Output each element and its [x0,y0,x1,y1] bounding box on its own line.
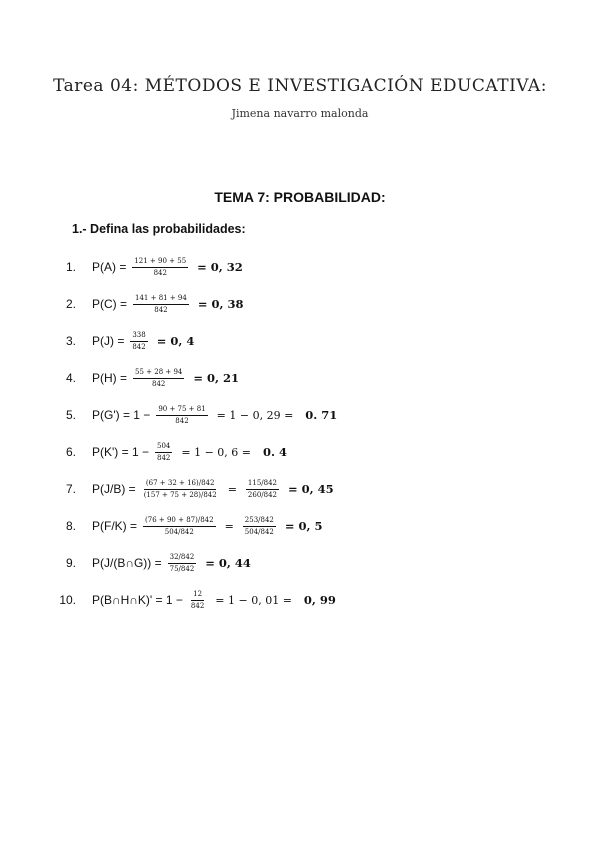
denominator: 842 [153,268,167,277]
expression-label: P(C) = [92,297,128,311]
intermediate-step: = 1 − 0, 29 = [216,408,294,422]
numerator: 90 + 75 + 81 [156,405,207,416]
fraction [155,442,172,463]
item-number: 8. [65,519,76,533]
item-number: 4. [65,371,76,385]
denominator: 842 [190,601,205,610]
list-item [0,474,334,504]
denominator: 842 [132,342,146,351]
result: 0, 99 [303,593,336,607]
numerator: 253/842 [243,516,276,527]
denominator: 75/842 [169,564,195,573]
item-number: 6. [65,445,76,459]
numerator: 338 [130,331,147,342]
intermediate-step: = [227,482,237,496]
numerator: 141 + 81 + 94 [133,294,189,305]
question-heading: 1.- Defina las probabilidades: [72,222,246,236]
list-item [0,511,323,541]
expression-label: P(J/B) = [92,482,136,496]
intermediate-step: = 1 − 0, 6 = [181,445,251,459]
section-heading: TEMA 7: PROBABILIDAD: [214,189,386,205]
expression-label: P(J) = [92,334,125,348]
result: = 0, 21 [193,371,240,385]
expression-label: P(F/K) = [92,519,138,533]
item-number: 2. [65,297,76,311]
numerator: 504 [155,442,172,453]
item-number: 10. [59,593,76,607]
author-name: Jimena navarro malonda [231,107,369,120]
result: = 0, 32 [197,260,243,274]
item-number: 1. [65,260,76,274]
fraction [189,590,206,611]
item-number: 7. [65,482,76,496]
list-item [0,363,239,393]
intermediate-step: = 1 − 0, 01 = [215,593,292,607]
item-number: 9. [65,556,76,570]
expression-label: P(H) = [92,371,128,385]
fraction-simplified [246,479,279,500]
fraction [132,257,188,278]
numerator: (76 + 90 + 87)/842 [143,516,216,527]
expression-label: P(K') = 1 − [92,445,149,459]
denominator: 504/842 [164,527,194,536]
result: 0. 4 [263,445,288,459]
fraction [133,294,189,315]
denominator: 842 [152,379,166,388]
fraction [156,405,207,426]
denominator: 842 [156,453,171,462]
expression-label: P(G') = 1 − [92,408,151,422]
fraction-simplified [243,516,276,537]
list-item [0,252,243,282]
denominator: 260/842 [247,490,277,499]
numerator: 32/842 [168,553,197,564]
result: = 0, 5 [284,519,323,533]
list-item [0,585,336,615]
denominator: 842 [175,416,189,425]
item-number: 5. [65,408,76,422]
result: = 0, 4 [156,334,195,348]
document-title: Tarea 04: MÉTODOS E INVESTIGACIÓN EDUCATIVA: [53,76,547,96]
denominator: (157 + 75 + 28)/842 [143,490,217,499]
result: 0. 71 [305,408,338,422]
result: = 0, 44 [205,556,251,570]
numerator: (67 + 32 + 16)/842 [144,479,217,490]
fraction [130,331,147,352]
expression-label: P(A) = [92,260,127,274]
intermediate-step: = [224,519,234,533]
numerator: 12 [191,590,204,601]
fraction [142,479,219,500]
numerator: 115/842 [246,479,279,490]
fraction [143,516,216,537]
list-item [0,400,337,430]
expression-label: P(B∩H∩K)' = 1 − [92,593,183,607]
result: = 0, 45 [288,482,334,496]
item-number: 3. [65,334,76,348]
denominator: 842 [154,305,168,314]
fraction [168,553,197,574]
result: = 0, 38 [197,297,244,311]
list-item [0,289,243,319]
list-item [0,326,194,356]
list-item [0,548,251,578]
expression-label: P(J/(B∩G)) = [92,556,162,570]
numerator: 55 + 28 + 94 [133,368,184,379]
list-item [0,437,287,467]
fraction [133,368,184,389]
numerator: 121 + 90 + 55 [132,257,188,268]
denominator: 504/842 [244,527,274,536]
